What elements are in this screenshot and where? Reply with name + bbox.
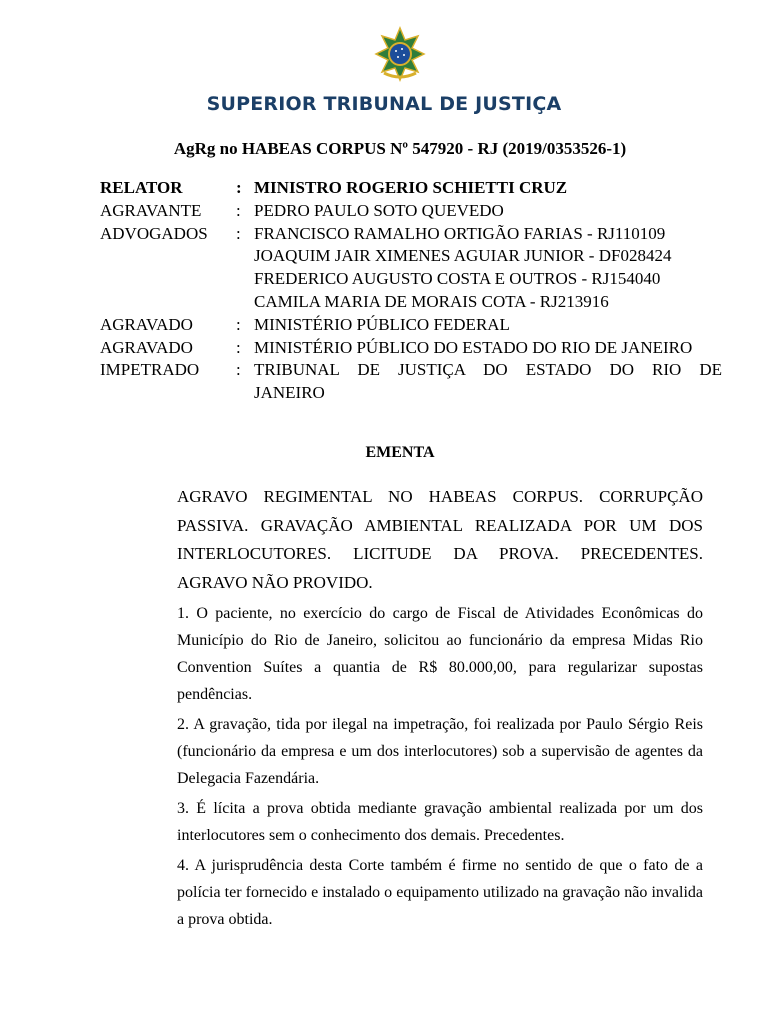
party-colon: : xyxy=(236,314,241,334)
coat-of-arms-logo xyxy=(372,26,428,82)
party-row xyxy=(100,359,722,405)
party-colon: : xyxy=(236,178,242,197)
ementa-paragraph: 1. O paciente, no exercício do cargo de Fiscal de Atividades Econômicas do Município do Rio de Janeiro, solicitou ao funcionário da empresa Midas Rio Convention Suítes a quantia de R$ 80.000,00, para regularizar supostas pendências. xyxy=(177,605,703,703)
party-name: MINISTRO ROGERIO SCHIETTI CRUZ xyxy=(254,178,568,197)
party-name: MINISTÉRIO PÚBLICO FEDERAL xyxy=(254,314,510,334)
party-row xyxy=(100,337,722,360)
party-name: CAMILA MARIA DE MORAIS COTA - RJ213916 xyxy=(254,291,609,311)
case-title: AgRg no HABEAS CORPUS Nº 547920 - RJ (2019/0353526-1) xyxy=(173,139,627,158)
party-colon: : xyxy=(236,360,241,380)
parties-list xyxy=(100,177,722,405)
ementa-paragraph: 2. A gravação, tida por ilegal na impetração, foi realizada por Paulo Sérgio Reis (funcionário da empresa e um dos interlocutores) sob a supervisão de agentes da Delegacia Fazendária. xyxy=(177,716,703,787)
party-name: FRANCISCO RAMALHO ORTIGÃO FARIAS - RJ110109 xyxy=(254,223,666,243)
ementa-paragraph: 3. É lícita a prova obtida mediante gravação ambiental realizada por um dos interlocutores sem o conhecimento dos demais. Precedentes. xyxy=(177,800,703,844)
ementa-summary: AGRAVO REGIMENTAL NO HABEAS CORPUS. CORRUPÇÃO PASSIVA. GRAVAÇÃO AMBIENTAL REALIZADA POR UM DOS INTERLOCUTORES. LICITUDE DA PROVA. PRECEDENTES. AGRAVO NÃO PROVIDO. xyxy=(177,487,703,592)
party-role: AGRAVANTE xyxy=(100,200,202,220)
party-colon: : xyxy=(236,337,241,357)
party-row xyxy=(100,223,722,314)
ementa-paragraph: 4. A jurisprudência desta Corte também é firme no sentido de que o fato de a polícia ter fornecido e instalado o equipamento utilizado na gravação não invalida a prova obtida. xyxy=(177,857,703,928)
party-role: ADVOGADOS xyxy=(100,223,208,243)
party-name: TRIBUNAL DE JUSTIÇA DO ESTADO DO RIO DE xyxy=(254,360,722,380)
party-colon: : xyxy=(236,223,241,243)
organization-name: SUPERIOR TRIBUNAL DE JUSTIÇA xyxy=(206,93,562,115)
party-name: JANEIRO xyxy=(254,383,325,403)
ementa-title: EMENTA xyxy=(365,444,435,461)
party-role: AGRAVADO xyxy=(100,314,193,334)
party-row xyxy=(100,177,722,200)
ementa-body xyxy=(177,483,703,936)
party-row xyxy=(100,200,722,223)
party-role: AGRAVADO xyxy=(100,337,193,357)
party-name: JOAQUIM JAIR XIMENES AGUIAR JUNIOR - DF028424 xyxy=(254,246,672,266)
party-name: MINISTÉRIO PÚBLICO DO ESTADO DO RIO DE JANEIRO xyxy=(254,337,693,357)
party-role: IMPETRADO xyxy=(100,360,200,380)
party-name: PEDRO PAULO SOTO QUEVEDO xyxy=(254,200,504,220)
party-colon: : xyxy=(236,200,241,220)
party-role: RELATOR xyxy=(100,178,183,197)
party-name: FREDERICO AUGUSTO COSTA E OUTROS - RJ154040 xyxy=(254,269,661,289)
party-row xyxy=(100,314,722,337)
